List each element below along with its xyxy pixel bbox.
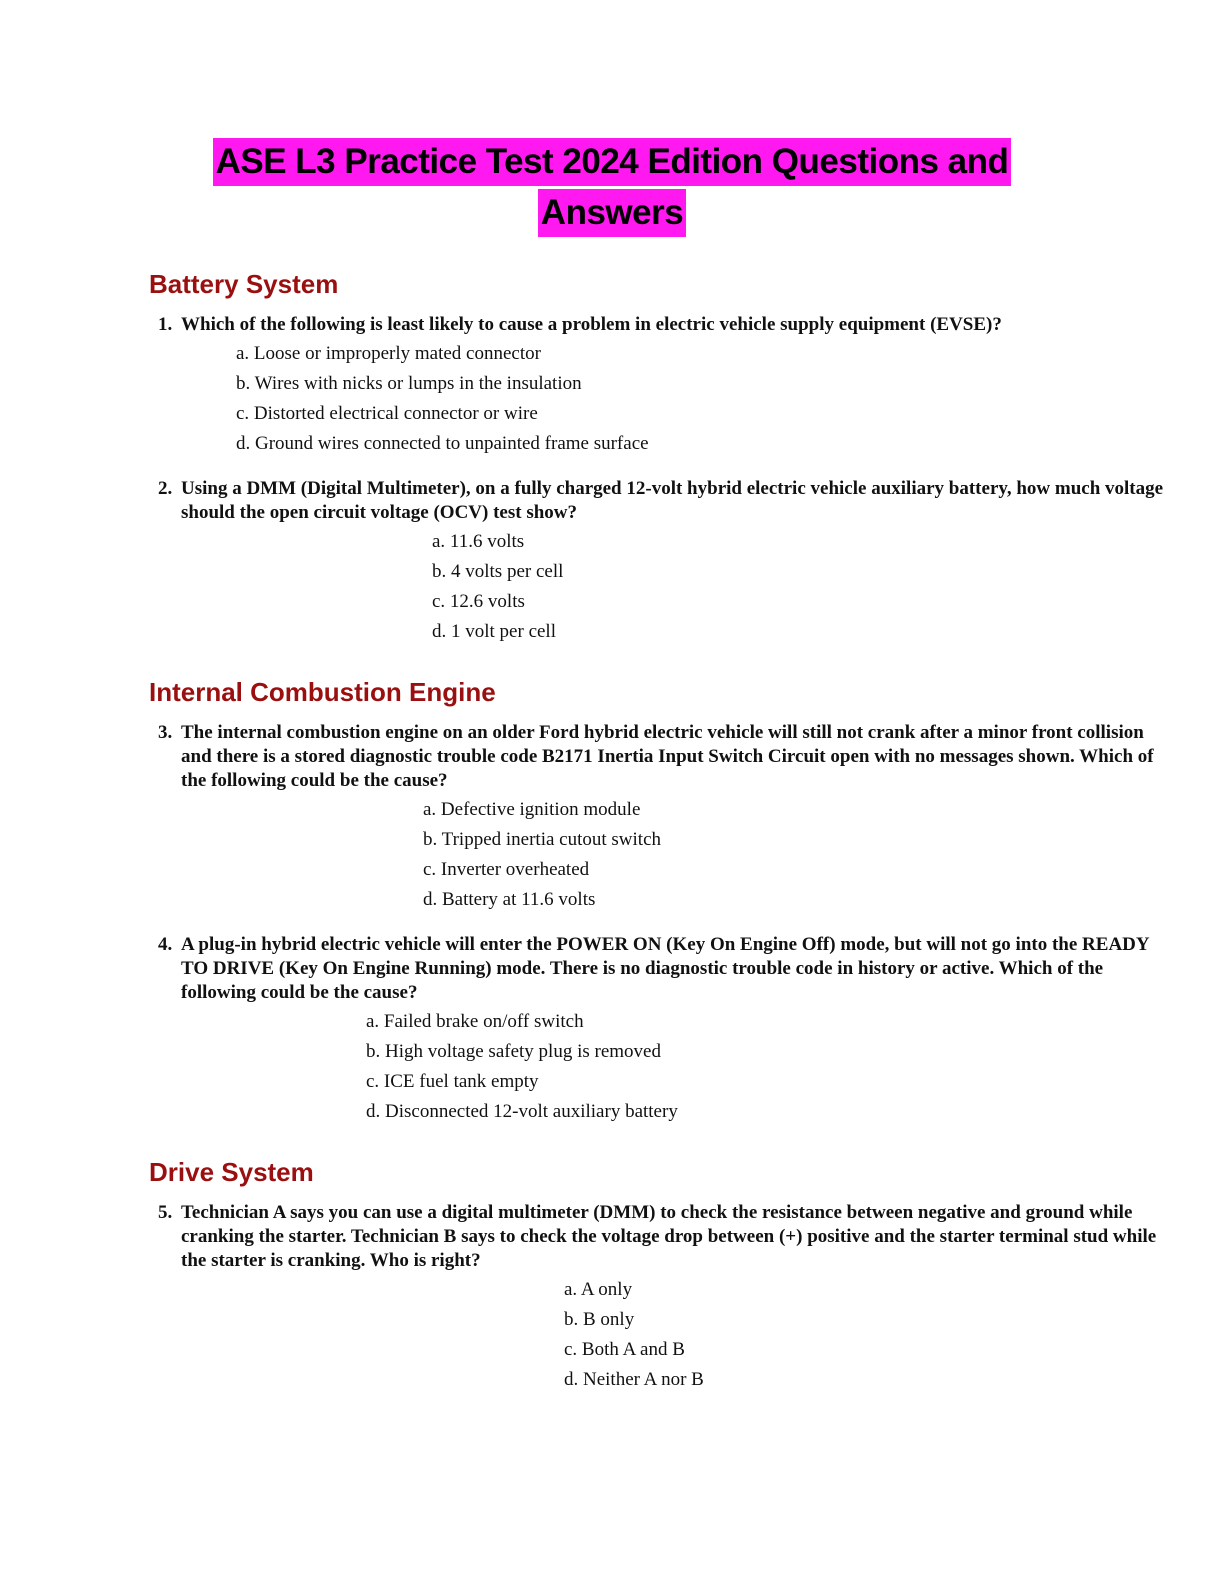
answer-options-q4 bbox=[366, 1007, 678, 1127]
answer-option: a. Failed brake on/off switch bbox=[366, 1011, 584, 1032]
answer-option: d. 1 volt per cell bbox=[432, 621, 556, 642]
answer-option: b. Tripped inertia cutout switch bbox=[423, 829, 662, 850]
question-number: 2. bbox=[158, 478, 173, 499]
question-4 bbox=[158, 933, 1168, 1005]
answer-option: c. ICE fuel tank empty bbox=[366, 1071, 539, 1092]
answer-option: c. Both A and B bbox=[564, 1339, 685, 1360]
section-heading-internal-combustion-engine: Internal Combustion Engine bbox=[149, 677, 496, 707]
answer-option: a. Loose or improperly mated connector bbox=[236, 343, 541, 364]
answer-option: b. 4 volts per cell bbox=[432, 561, 564, 582]
answer-option: d. Ground wires connected to unpainted frame surface bbox=[236, 433, 649, 454]
answer-option: d. Disconnected 12-volt auxiliary battery bbox=[366, 1101, 678, 1122]
answer-option: a. A only bbox=[564, 1279, 633, 1300]
question-number: 5. bbox=[158, 1202, 173, 1223]
question-5 bbox=[158, 1201, 1168, 1273]
answer-option: d. Neither A nor B bbox=[564, 1369, 704, 1390]
answer-options-q3 bbox=[423, 795, 661, 915]
question-number: 1. bbox=[158, 314, 173, 335]
question-number: 4. bbox=[158, 934, 173, 955]
answer-option: b. B only bbox=[564, 1309, 635, 1330]
question-2 bbox=[158, 477, 1168, 525]
answer-option: c. Distorted electrical connector or wire bbox=[236, 403, 538, 424]
answer-option: a. Defective ignition module bbox=[423, 799, 641, 820]
title-line-2: Answers bbox=[538, 189, 686, 237]
question-number: 3. bbox=[158, 722, 173, 743]
answer-option: c. Inverter overheated bbox=[423, 859, 590, 880]
question-text: A plug-in hybrid electric vehicle will enter the POWER ON (Key On Engine Off) mode, but will not go into the READY TO DRIVE (Key On Engine Running) mode. There is no diagnostic trouble code in history or active. Which of the following could be the cause? bbox=[181, 934, 1149, 1003]
answer-options-q2 bbox=[432, 527, 563, 647]
question-text: Technician A says you can use a digital multimeter (DMM) to check the resistance between negative and ground while cranking the starter. Technician B says to check the voltage drop between (+) positive and the starter terminal stud while the starter is cranking. Who is right? bbox=[181, 1202, 1157, 1271]
question-3 bbox=[158, 721, 1168, 793]
question-1 bbox=[158, 313, 1168, 337]
answer-option: d. Battery at 11.6 volts bbox=[423, 889, 596, 910]
question-text: Which of the following is least likely to cause a problem in electric vehicle supply equipment (EVSE)? bbox=[181, 314, 1002, 335]
section-heading-battery-system: Battery System bbox=[149, 269, 339, 299]
answer-option: b. High voltage safety plug is removed bbox=[366, 1041, 661, 1062]
answer-option: b. Wires with nicks or lumps in the insulation bbox=[236, 373, 582, 394]
question-text: Using a DMM (Digital Multimeter), on a fully charged 12-volt hybrid electric vehicle auxiliary battery, how much voltage should the open circuit voltage (OCV) test show? bbox=[181, 478, 1164, 523]
answer-option: c. 12.6 volts bbox=[432, 591, 525, 612]
answer-options-q5 bbox=[564, 1275, 704, 1395]
answer-options-q1 bbox=[236, 339, 649, 459]
section-heading-drive-system: Drive System bbox=[149, 1157, 314, 1187]
document-title bbox=[0, 138, 1224, 237]
title-line-1: ASE L3 Practice Test 2024 Edition Questions and bbox=[213, 138, 1012, 186]
answer-option: a. 11.6 volts bbox=[432, 531, 525, 552]
question-text: The internal combustion engine on an older Ford hybrid electric vehicle will still not crank after a minor front collision and there is a stored diagnostic trouble code B2171 Inertia Input Switch Circuit open with no messages shown. Which of the following could be the cause? bbox=[181, 722, 1154, 791]
